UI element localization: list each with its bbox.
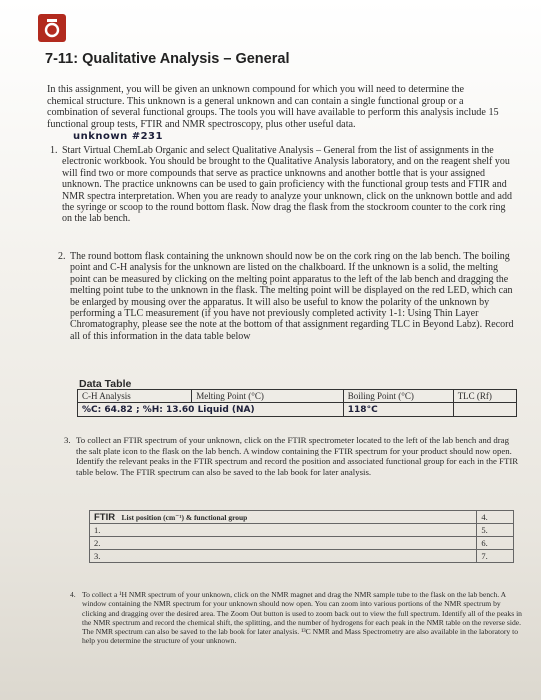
item-text: To collect an FTIR spectrum of your unknown, click on the FTIR spectrometer located to the left of the lab bench and drag the salt plate icon to the flask on the lab bench. A window containing the FTIR spectrum for your product should now open. Identify the relevant peaks in the FTIR spectrum and record the position and associated functional group for each in the FTIR table below. The FTIR spectrum can also be saved to the lab book for later analysis. <box>76 435 519 477</box>
table-row <box>90 537 514 550</box>
item-text: Start Virtual ChemLab Organic and select Qualitative Analysis – General from the list of assignments in the electronic workbook. You should be brought to the Qualitative Analysis laboratory, and on the reagent shelf you will find two or more compounds that serve as practice unknowns and another bottle that is your assigned unknown. The practice unknowns can be used to gain proficiency with the functional group tests and FTIR and NMR spectra interpretation. When you are ready to analyze your unknown, click on the unknown bottle and add the syringe or scoop to the round bottom flask. Now drag the flask from the stockroom counter to the cork ring on the lab bench. <box>62 145 512 225</box>
ftir-right-cell: 6. <box>477 537 514 550</box>
ftir-right-cell: 4. <box>477 511 514 524</box>
table-row <box>90 524 514 537</box>
page-title: 7-11: Qualitative Analysis – General <box>45 51 290 67</box>
data-table <box>77 389 517 417</box>
cell-ch-analysis-value: %C: 64.82 ; %H: 13.60 Liquid (NA) <box>78 403 344 417</box>
publisher-logo-icon <box>38 14 66 42</box>
header-tlc: TLC (Rf) <box>453 390 516 403</box>
data-table-title: Data Table <box>79 378 132 390</box>
item-text: To collect a ¹H NMR spectrum of your unknown, click on the NMR magnet and drag the NMR sample tube to the flask on the lab bench. A window containing the NMR spectrum for your unknown should now open. You can zoom into various portions of the NMR spectrum by clicking and dragging over the desired area. The Zoom Out button is used to zoom back out to view the full spectrum. Identify all of the peaks in the NMR spectrum and record the chemical shift, the splitting, and the number of hydrogens for each peak in the NMR table on the reverse side. The NMR spectrum can also be saved to the lab book for later analysis. ¹³C NMR and Mass Spectrometry are also available in the laboratory to help you determine the structure of your unknown. <box>82 590 522 646</box>
item-number: 3. <box>64 435 71 445</box>
header-boiling-point: Boiling Point (°C) <box>343 390 453 403</box>
header-ch-analysis: C-H Analysis <box>82 391 131 401</box>
ftir-header-cell <box>90 511 477 524</box>
ftir-right-cell: 5. <box>477 524 514 537</box>
table-row <box>78 403 517 417</box>
ftir-title: FTIR <box>94 511 116 523</box>
item-number: 4. <box>70 590 76 599</box>
item-number: 2. <box>58 251 66 262</box>
cell-tlc-value <box>453 403 516 417</box>
intro-paragraph: In this assignment, you will be given an unknown compound for which you will need to determine the chemical structure. This unknown is a general unknown and can contain a single functional group or a combination of several functional groups. The tools you will have available to perform this analysis include 15 functional group tests, FTIR and NMR spectroscopy, plus other useful data. <box>47 84 499 130</box>
table-row <box>90 550 514 563</box>
ftir-left-cell: 3. <box>90 550 477 563</box>
ftir-left-cell: 2. <box>90 537 477 550</box>
item-number: 1. <box>50 145 58 156</box>
ftir-table <box>89 510 514 563</box>
header-melting-point: Melting Point (°C) <box>192 390 344 403</box>
cell-boiling-point-value: 118°C <box>343 403 453 417</box>
ftir-left-cell: 1. <box>90 524 477 537</box>
ftir-column-header: List position (cm⁻¹) & functional group <box>121 512 248 522</box>
handwritten-unknown-number: unknown #231 <box>73 131 163 142</box>
table-header-row <box>90 511 514 524</box>
item-text: The round bottom flask containing the unknown should now be on the cork ring on the lab bench. The boiling point and C-H analysis for the unknown are listed on the chalkboard. If the unknown is a solid, the melting point can be measured by clicking on the melting point apparatus to the left of the lab bench and dragging the melting point tube to the unknown in the flask. The melting point will be displayed on the red LED, which can be enlarged by mousing over the apparatus. It will also be useful to know the polarity of the unknown by performing a TLC measurement (if you have not previously completed activity 1-1: Using Thin Layer Chromatography, please see the note at the bottom of that assignment regarding TLC in Beyond Labz). Record all of this information in the data table below <box>70 251 514 342</box>
table-header-row <box>78 390 517 403</box>
ftir-right-cell: 7. <box>477 550 514 563</box>
